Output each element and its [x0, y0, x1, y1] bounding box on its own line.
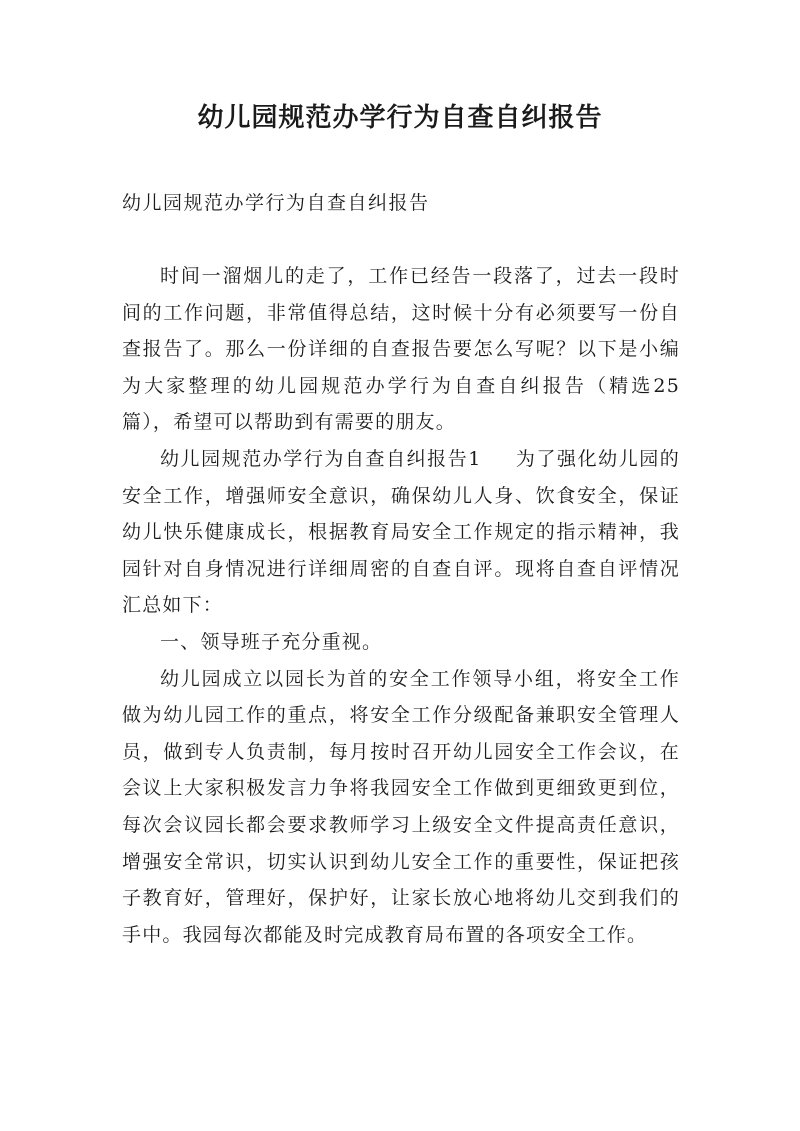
body-paragraph: 幼儿园成立以园长为首的安全工作领导小组，将安全工作做为幼儿园工作的重点，将安全工作分级配备兼职安全管理人员，做到专人负责制，每月按时召开幼儿园安全工作会议，在会议上大家积极发言力争将我园安全工作做到更细致更到位，每次会议园长都会要求教师学习上级安全文件提高责任意识，增强安全常识，切实认识到幼儿安全工作的重要性，保证把孩子教育好，管理好，保护好，让家长放心地将幼儿交到我们的手中。我园每次都能及时完成教育局布置的各项安全工作。	[122, 667, 680, 946]
report-intro-text: 为了强化幼儿园的安全工作，增强师安全意识，确保幼儿人身、饮食安全，保证幼儿快乐健康成长，根据教育局安全工作规定的指示精神，我园针对自身情况进行详细周密的自查自评。现将自查自评情况汇总如下：	[122, 447, 680, 617]
document-title: 幼儿园规范办学行为自查自纠报告	[197, 103, 603, 133]
report-paragraph	[122, 441, 680, 624]
intro-paragraph: 时间一溜烟儿的走了，工作已经告一段落了，过去一段时间的工作问题，非常值得总结，这时候十分有必须要写一份自查报告了。那么一份详细的自查报告要怎么写呢？以下是小编为大家整理的幼儿园规范办学行为自查自纠报告（精选25篇），希望可以帮助到有需要的朋友。	[122, 265, 680, 434]
document-body	[122, 258, 680, 953]
report-heading: 幼儿园规范办学行为自查自纠报告1	[160, 447, 482, 470]
document-subtitle: 幼儿园规范办学行为自查自纠报告	[122, 192, 430, 214]
section-heading: 一、领导班子充分重视。	[160, 630, 383, 653]
